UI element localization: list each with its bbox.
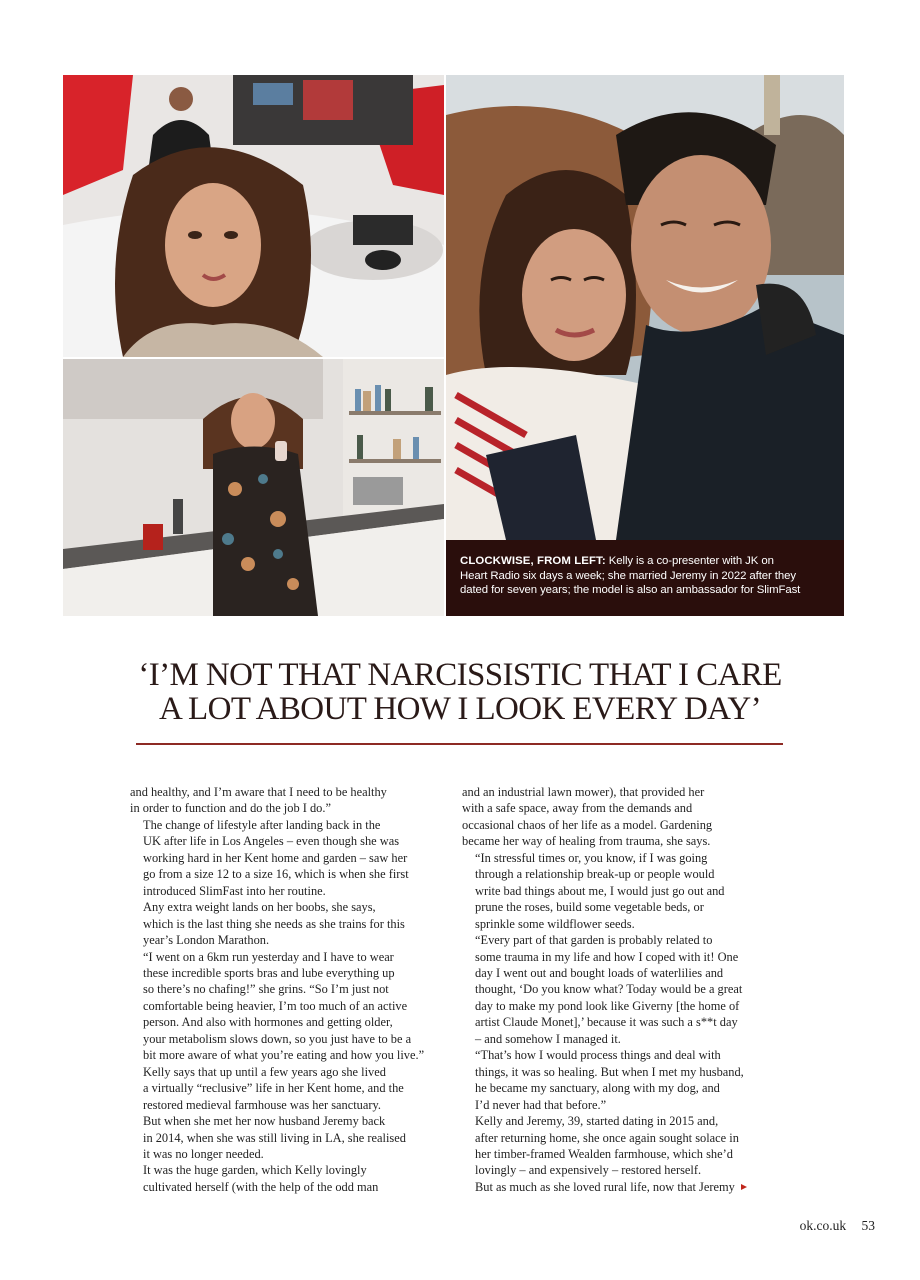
photo-radio-studio — [63, 75, 444, 357]
text-line: and an industrial lawn mower), that provided her — [462, 785, 705, 799]
text-line: restored medieval farmhouse was her sanctuary. — [143, 1097, 381, 1112]
text-line: “I went on a 6km run yesterday and I have to wear — [143, 949, 394, 964]
article-column-left — [130, 784, 448, 1195]
article-column-right — [462, 784, 780, 1195]
pull-quote-divider — [136, 743, 783, 745]
text-line: prune the roses, build some vegetable beds, or — [475, 900, 704, 915]
text-line: go from a size 12 to a size 16, which is when she first — [143, 867, 409, 882]
photo-couple — [446, 75, 844, 540]
text-line: But as much as she loved rural life, now that Jeremy — [462, 1179, 780, 1195]
text-line: so there’s no chafing!” she grins. “So I’m just not — [143, 982, 389, 997]
text-line: person. And also with hormones and getting older, — [143, 1015, 393, 1030]
text-line: lovingly – and expensively – restored herself. — [475, 1163, 702, 1178]
caption-line: Heart Radio six days a week; she married Jeremy in 2022 after they — [460, 569, 796, 582]
page-number: 53 — [861, 1218, 875, 1233]
photo-caption — [446, 540, 844, 616]
caption-line: Kelly is a co-presenter with JK on — [605, 555, 774, 567]
text-line: occasional chaos of her life as a model. Gardening — [462, 817, 713, 832]
text-line: and healthy, and I’m aware that I need to be healthy — [130, 785, 387, 799]
text-line: I’d never had that before.” — [475, 1097, 607, 1112]
photo-kitchen — [63, 359, 444, 616]
text-line: some trauma in my life and how I coped with it! One — [475, 949, 739, 964]
text-line: “Every part of that garden is probably related to — [475, 933, 713, 948]
text-line: artist Claude Monet],’ because it was such a s**t day — [475, 1015, 738, 1030]
text-line: he became my sanctuary, along with my dog, and — [475, 1081, 720, 1096]
paragraph — [462, 850, 780, 932]
page-footer — [800, 1218, 875, 1234]
paragraph — [130, 1064, 448, 1163]
caption-lead: CLOCKWISE, FROM LEFT: — [460, 555, 606, 567]
text-line: cultivated herself (with the help of the odd man — [143, 1179, 379, 1194]
pull-quote-line: A LOT ABOUT HOW I LOOK EVERY DAY’ — [158, 691, 761, 727]
text-line: in 2014, when she was still living in LA, she realised — [143, 1130, 406, 1145]
paragraph — [462, 1047, 780, 1113]
text-line: these incredible sports bras and lube everything up — [143, 965, 395, 980]
text-line: sprinkle some wildflower seeds. — [475, 916, 635, 931]
text-line: in order to function and do the job I do.” — [130, 801, 331, 816]
text-line: became her way of healing from trauma, she says. — [462, 834, 711, 849]
text-line: “In stressful times or, you know, if I was going — [475, 850, 708, 865]
paragraph — [130, 899, 448, 948]
text-line: bit more aware of what you’re eating and how you live.” — [143, 1048, 425, 1063]
text-line: day to make my pond look like Giverny [the home of — [475, 998, 740, 1013]
paragraph — [130, 817, 448, 899]
paragraph — [462, 1113, 780, 1179]
text-line: UK after life in Los Angeles – even though she was — [143, 834, 400, 849]
paragraph — [462, 1179, 780, 1195]
text-line: thought, ‘Do you know what? Today would be a great — [475, 982, 743, 997]
text-line: things, it was so healing. But when I met my husband, — [475, 1064, 744, 1079]
paragraph — [130, 949, 448, 1064]
text-line: year’s London Marathon. — [143, 933, 270, 948]
text-line: her timber-framed Wealden farmhouse, which she’d — [475, 1146, 733, 1161]
text-line: a virtually “reclusive” life in her Kent home, and the — [143, 1081, 404, 1096]
continue-arrow-icon — [741, 1184, 747, 1190]
text-line: with a safe space, away from the demands and — [462, 801, 693, 816]
footer-site: ok.co.uk — [799, 1218, 847, 1233]
text-line: It was the huge garden, which Kelly lovingly — [143, 1163, 367, 1178]
text-line: But when she met her now husband Jeremy back — [143, 1114, 386, 1129]
text-line: Any extra weight lands on her boobs, she says, — [143, 900, 376, 915]
text-line: Kelly says that up until a few years ago she lived — [143, 1064, 386, 1079]
text-line: – and somehow I managed it. — [475, 1031, 621, 1046]
text-line: write bad things about me, I would just go out and — [475, 883, 725, 898]
text-line: your metabolism slows down, so you just have to be a — [143, 1031, 412, 1046]
pull-quote-line: ‘I’M NOT THAT NARCISSISTIC THAT I CARE — [138, 657, 782, 693]
text-line: “That’s how I would process things and deal with — [475, 1048, 721, 1063]
text-line: working hard in her Kent home and garden – saw her — [143, 850, 408, 865]
text-line: comfortable being heavier, I’m too much of an active — [143, 998, 408, 1013]
text-line: Kelly and Jeremy, 39, started dating in 2015 and, — [475, 1114, 719, 1129]
paragraph — [462, 784, 780, 850]
text-line: through a relationship break-up or people would — [475, 867, 715, 882]
text-line: introduced SlimFast into her routine. — [143, 883, 326, 898]
text-line: day I went out and bought loads of waterlilies and — [475, 965, 724, 980]
paragraph — [462, 932, 780, 1047]
pull-quote — [120, 658, 800, 726]
paragraph — [130, 784, 448, 817]
text-line: The change of lifestyle after landing back in the — [143, 817, 381, 832]
text-line: it was no longer needed. — [143, 1146, 264, 1161]
caption-line: dated for seven years; the model is also an ambassador for SlimFast — [460, 584, 801, 597]
text-line: which is the last thing she needs as she trains for this — [143, 916, 405, 931]
paragraph — [130, 1162, 448, 1195]
text-line: after returning home, she once again sought solace in — [475, 1130, 739, 1145]
